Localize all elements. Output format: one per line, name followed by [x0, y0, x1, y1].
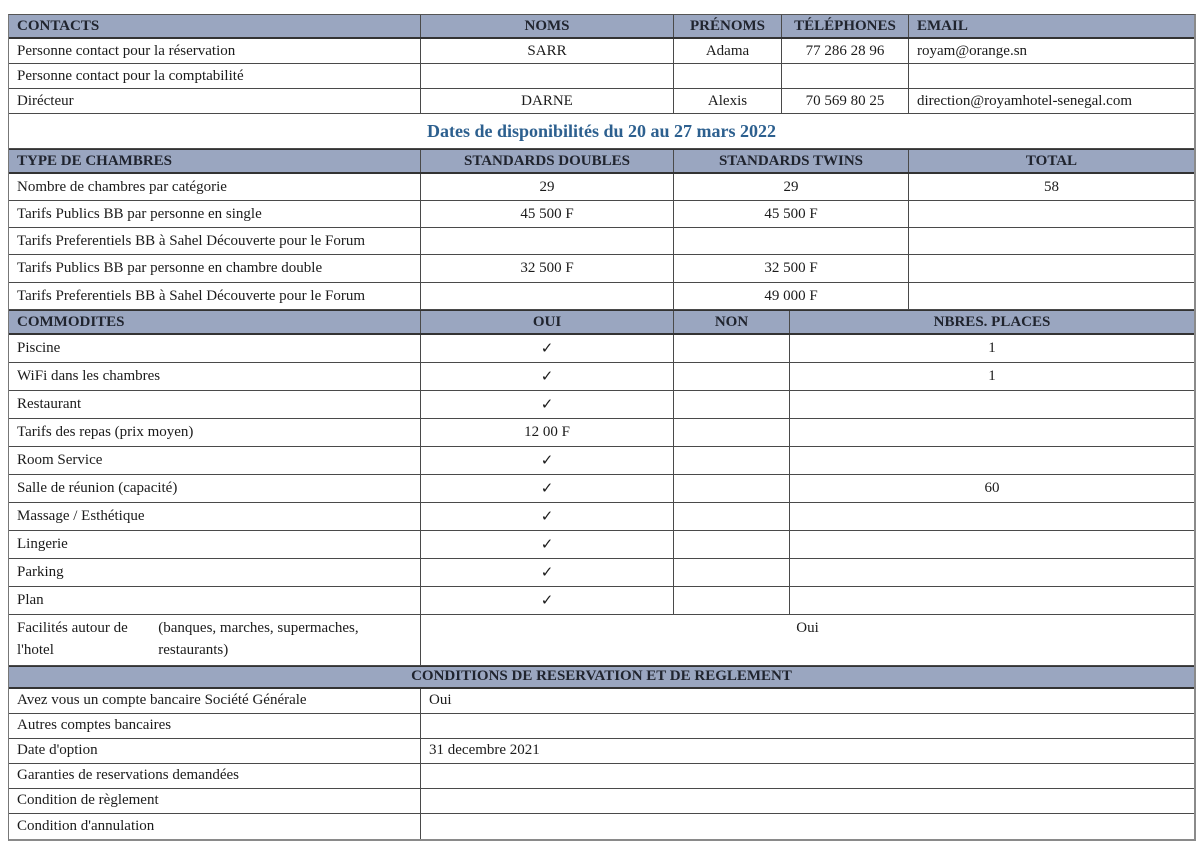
places-cell: 60 [984, 480, 1000, 496]
places-cell [790, 587, 1194, 614]
condition-label: Avez vous un compte bancaire Société Générale [9, 689, 421, 713]
chambres-label: Tarifs Publics BB par personne en chambre double [9, 255, 421, 282]
commodite-label: Tarifs des repas (prix moyen) [9, 419, 421, 446]
contact-email: direction@royamhotel-senegal.com [917, 92, 1132, 109]
oui-check-cell: ✓ [421, 503, 674, 530]
total-value [909, 201, 1194, 227]
contacts-section-title: CONTACTS [9, 15, 421, 37]
chambres-row-tarif-pref-single [9, 228, 1194, 255]
commodite-label: Restaurant [9, 391, 421, 418]
twins-value: 49 000 F [674, 283, 909, 309]
email-column-header: EMAIL [917, 17, 968, 34]
condition-row-date-option [9, 739, 1194, 764]
commodites-section-title: COMMODITES [9, 311, 421, 333]
places-cell [790, 531, 1194, 558]
chambres-label: Tarifs Publics BB par personne en single [9, 201, 421, 227]
non-cell [674, 447, 790, 474]
condition-row-compte-sg [9, 689, 1194, 714]
commodite-row-piscine [9, 335, 1194, 363]
commodite-label: Plan [9, 587, 421, 614]
twins-value: 32 500 F [674, 255, 909, 282]
condition-label: Date d'option [9, 739, 421, 763]
chambres-row-tarif-public-double [9, 255, 1194, 283]
standards-twins-header: STANDARDS TWINS [674, 150, 909, 172]
commodite-row-room-service [9, 447, 1194, 475]
commodite-row-massage [9, 503, 1194, 531]
contact-row-comptabilite [9, 64, 1194, 89]
total-value: 58 [1044, 178, 1059, 195]
commodite-row-lingerie [9, 531, 1194, 559]
noms-column-header: NOMS [421, 15, 674, 37]
total-value [909, 283, 1194, 309]
telephones-column-header: TÉLÉPHONES [782, 15, 909, 37]
commodite-label: Parking [9, 559, 421, 586]
condition-label: Condition d'annulation [9, 814, 421, 839]
doubles-value: 32 500 F [421, 255, 674, 282]
oui-check-cell: ✓ [421, 559, 674, 586]
commodite-row-restaurant [9, 391, 1194, 419]
doubles-value [421, 283, 674, 309]
standards-doubles-header: STANDARDS DOUBLES [421, 150, 674, 172]
commodite-label: Room Service [9, 447, 421, 474]
chambres-label: Nombre de chambres par catégorie [9, 174, 421, 200]
oui-check-cell: ✓ [421, 447, 674, 474]
total-value [909, 228, 1194, 254]
contact-email [909, 64, 1194, 88]
commodite-label: WiFi dans les chambres [9, 363, 421, 390]
contact-label: Personne contact pour la comptabilité [9, 64, 421, 88]
commodites-header-row [9, 310, 1194, 335]
condition-row-reglement [9, 789, 1194, 814]
contact-tel: 77 286 28 96 [782, 39, 909, 63]
dates-banner-row [9, 114, 1194, 149]
commodite-row-tarifs-repas [9, 419, 1194, 447]
places-cell [790, 447, 1194, 474]
condition-value: Oui [429, 692, 452, 708]
commodite-label: Salle de réunion (capacité) [9, 475, 421, 502]
oui-value-cell: 12 00 F [421, 419, 674, 446]
twins-value: 29 [674, 174, 909, 200]
doubles-value [421, 228, 674, 254]
commodite-label: Massage / Esthétique [9, 503, 421, 530]
chambres-row-nombre [9, 174, 1194, 201]
total-value [909, 255, 1194, 282]
conditions-header-row [9, 666, 1194, 689]
oui-column-header: OUI [421, 311, 674, 333]
oui-check-cell: ✓ [421, 475, 674, 502]
non-cell [674, 587, 790, 614]
facilites-label [9, 615, 421, 665]
non-cell [674, 475, 790, 502]
contact-label: Dirécteur [9, 89, 421, 113]
condition-value [421, 789, 1194, 813]
contacts-header-row [9, 15, 1194, 39]
contact-prenom: Alexis [674, 89, 782, 113]
chambres-header-row [9, 149, 1194, 174]
oui-check-cell: ✓ [421, 531, 674, 558]
doubles-value: 45 500 F [421, 201, 674, 227]
contact-label: Personne contact pour la réservation [9, 39, 421, 63]
chambres-row-tarif-pref-double [9, 283, 1194, 310]
condition-value: 31 decembre 2021 [429, 742, 540, 758]
condition-row-autres-comptes [9, 714, 1194, 739]
condition-row-garanties [9, 764, 1194, 789]
twins-value: 45 500 F [674, 201, 909, 227]
condition-row-annulation [9, 814, 1194, 839]
chambres-section-title: TYPE DE CHAMBRES [9, 150, 421, 172]
commodite-row-plan [9, 587, 1194, 615]
contact-prenom [674, 64, 782, 88]
oui-check-cell: ✓ [421, 587, 674, 614]
contact-tel: 70 569 80 25 [782, 89, 909, 113]
doubles-value: 29 [421, 174, 674, 200]
twins-value [674, 228, 909, 254]
contact-row-reservation [9, 39, 1194, 64]
oui-check-cell: ✓ [421, 391, 674, 418]
facilites-value: Oui [796, 620, 819, 636]
places-cell [790, 391, 1194, 418]
oui-check-cell: ✓ [421, 335, 674, 362]
chambres-label: Tarifs Preferentiels BB à Sahel Découverte pour le Forum [9, 283, 421, 309]
conditions-section-title: CONDITIONS DE RESERVATION ET DE REGLEMENT [411, 668, 792, 684]
dates-banner-title: Dates de disponibilités du 20 au 27 mars 2022 [426, 120, 777, 141]
chambres-label: Tarifs Preferentiels BB à Sahel Découverte pour le Forum [9, 228, 421, 254]
places-cell: 1 [988, 340, 996, 356]
places-cell [790, 559, 1194, 586]
places-cell [790, 419, 1194, 446]
hotel-info-sheet [8, 14, 1196, 841]
oui-check-cell: ✓ [421, 363, 674, 390]
facilites-row [9, 615, 1194, 666]
contact-tel [782, 64, 909, 88]
commodite-row-wifi [9, 363, 1194, 391]
chambres-row-tarif-public-single [9, 201, 1194, 228]
total-header: TOTAL [1025, 152, 1078, 169]
condition-label: Autres comptes bancaires [9, 714, 421, 738]
condition-label: Garanties de reservations demandées [9, 764, 421, 788]
non-cell [674, 335, 790, 362]
contact-nom: DARNE [421, 89, 674, 113]
non-column-header: NON [674, 311, 790, 333]
condition-value [421, 714, 1194, 738]
commodite-row-salle-reunion [9, 475, 1194, 503]
contact-nom: SARR [421, 39, 674, 63]
non-cell [674, 559, 790, 586]
commodite-label: Lingerie [9, 531, 421, 558]
commodite-label: Piscine [9, 335, 421, 362]
nbres-places-header: NBRES. PLACES [933, 313, 1051, 330]
non-cell [674, 503, 790, 530]
contact-prenom: Adama [674, 39, 782, 63]
contact-email: royam@orange.sn [917, 42, 1028, 59]
places-cell: 1 [988, 368, 996, 384]
condition-label: Condition de règlement [9, 789, 421, 813]
non-cell [674, 391, 790, 418]
condition-value [421, 814, 1194, 839]
commodite-row-parking [9, 559, 1194, 587]
non-cell [674, 531, 790, 558]
condition-value [421, 764, 1194, 788]
non-cell [674, 419, 790, 446]
facilites-label-line1: Facilités autour de l'hotel [17, 620, 128, 658]
contact-nom [421, 64, 674, 88]
contact-row-directeur [9, 89, 1194, 114]
places-cell [790, 503, 1194, 530]
non-cell [674, 363, 790, 390]
prenoms-column-header: PRÉNOMS [674, 15, 782, 37]
facilites-label-line2: (banques, marches, supermaches, restaurants) [158, 620, 359, 658]
